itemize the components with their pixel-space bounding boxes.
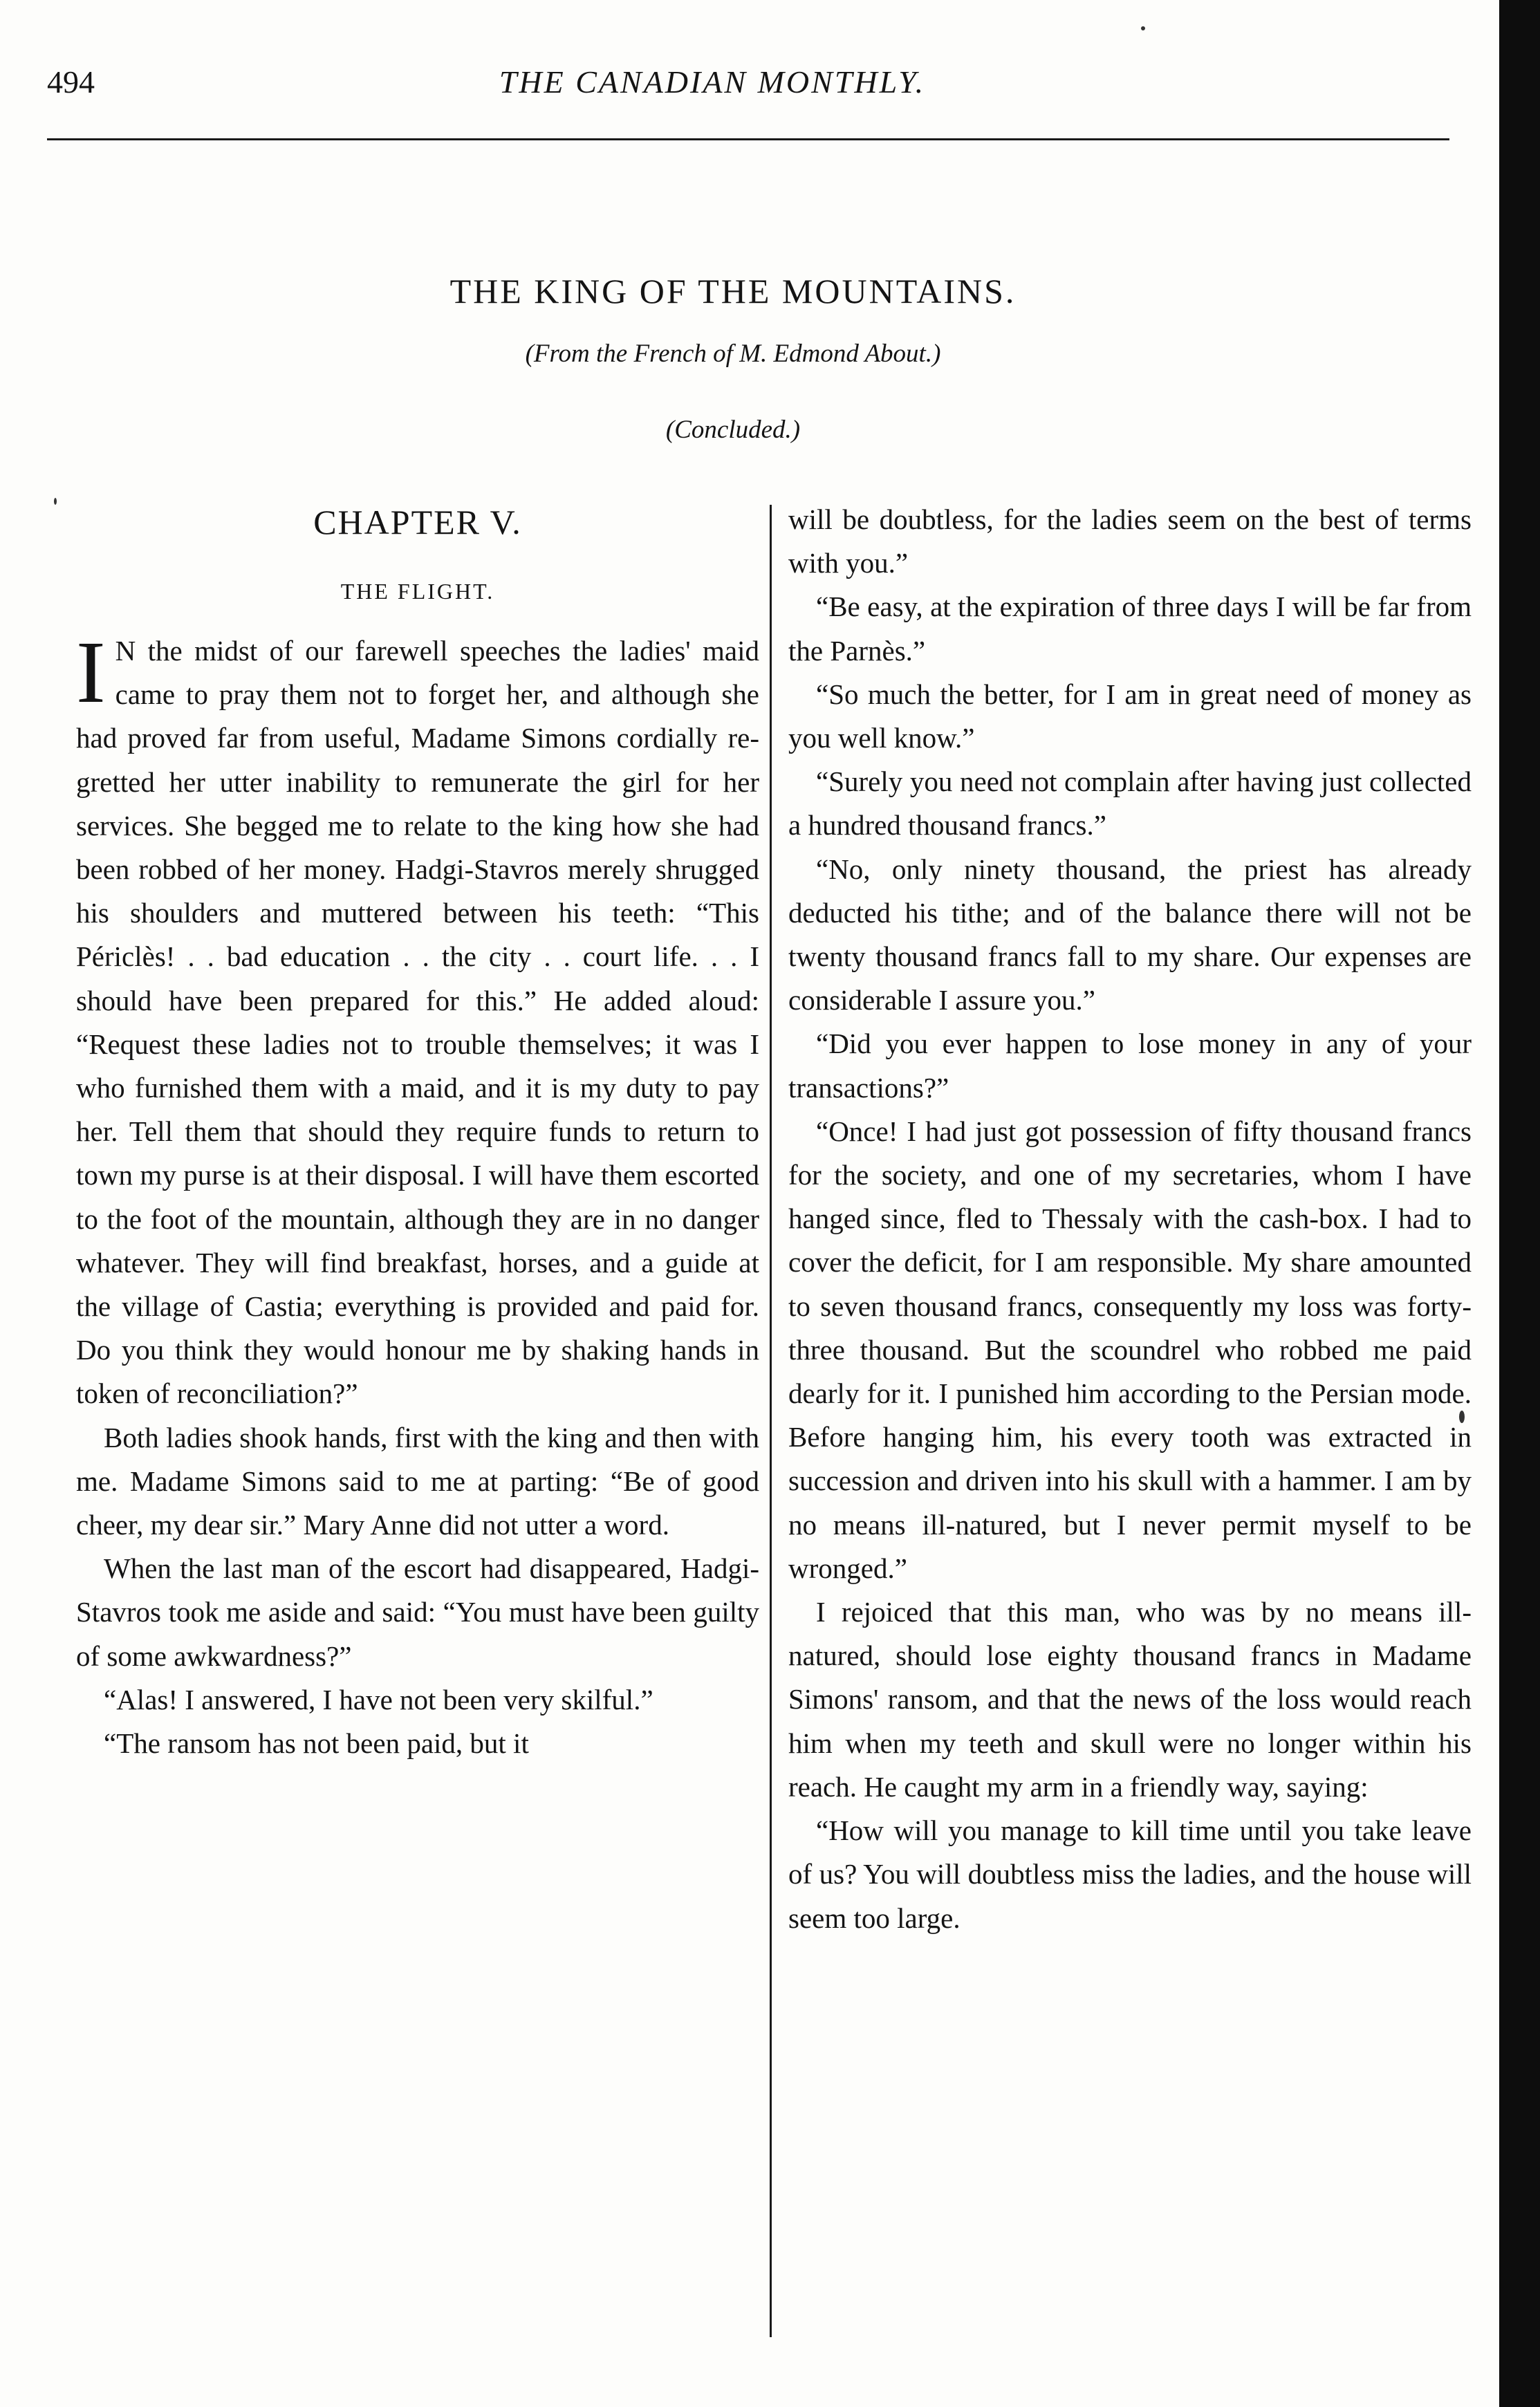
paragraph: “The ransom has not been paid, but it [104, 1727, 529, 1760]
drop-cap: I [76, 623, 106, 721]
paragraph: “Once! I had just got possession of fifty thousand francs for the society, and one of my secretaries, whom I have hanged since, fled to Thessaly with the cash-box. I had to cover the deficit, for I am responsible. My share amounted to seven thousand francs, consequently my loss was forty-three thousand. But the scoundrel who robbed me paid dearly for it. I punished him according to the Persian mode. Before hanging him, his every tooth was extracted in succession and driven into his skull with a hammer. I am by no means ill-natured, but I never permit myself to be wronged.” [788, 1115, 1472, 1584]
page-edge-shadow [1499, 0, 1540, 2407]
paragraph: “Did you ever happen to lose money in any of your transactions?” [788, 1028, 1472, 1104]
article-title: THE KING OF THE MOUNTAINS. [449, 272, 1017, 310]
paragraph: “Surely you need not complain after having just collected a hundred thousand francs.” [788, 765, 1472, 842]
print-speck [1141, 26, 1145, 30]
paragraph [76, 623, 759, 1416]
paragraph: “How will you manage to kill time until you take leave of us? You will doubtless miss the ladies, and the house will seem too large. [788, 1814, 1472, 1934]
paragraph: Both ladies shook hands, first with the king and then with me. Madame Simons said to me at parting: “Be of good cheer, my dear sir.” Mary Anne did not utter a word. [76, 1421, 759, 1541]
paragraph: “So much the better, for I am in great need of money as you well know.” [788, 678, 1472, 754]
chapter-heading: CHAPTER V. [313, 503, 522, 541]
running-head: THE CANADIAN MONTHLY. [499, 64, 926, 100]
article-note: (Concluded.) [665, 416, 801, 444]
column-divider [770, 505, 772, 2337]
paragraph: “Alas! I answered, I have not been very skilful.” [104, 1683, 653, 1716]
paragraph: “No, only ninety thousand, the priest has already deducted his tithe; and of the balance there will not be twenty thousand francs fall to my share. Our expenses are considerable I assure you.” [788, 853, 1472, 1016]
paragraph: will be doubtless, for the ladies seem on the best of terms with you.” [788, 503, 1472, 579]
paragraph-text: N the midst of our farewell speeches the ladies' maid came to pray them not to forget her, and although she had proved far from useful, Madame Simons cordially regretted her utter inability to remunerate the girl for her services. She begged me to relate to the king how she had been robbed of her money. Hadgi-Stavros merely shrugged his shoulders and muttered between his teeth: “This Périclès! . . bad education . . the city . . court life. . . I should have been prepared for this.” He added aloud: “Request these ladies not to trouble themselves; it was I who furnished them with a maid, and it is my duty to pay her. Tell them that should they require funds to return to town my purse is at their disposal. I will have them escorted to the foot of the mountain, although they are in no danger whatever. They will find breakfast, horses, and a guide at the village of Castia; everything is provided and paid for. Do you think they would honour me by shaking hands in token of reconciliation?” [76, 635, 759, 1410]
print-speck [54, 498, 57, 505]
article-subtitle: (From the French of M. Edmond About.) [525, 340, 941, 368]
paragraph: “Be easy, at the expiration of three days I will be far from the Parnès.” [788, 591, 1472, 667]
chapter-subheading: THE FLIGHT. [340, 579, 495, 604]
header-rule [47, 138, 1449, 140]
paragraph: When the last man of the escort had disappeared, Hadgi-Stavros took me aside and said: “You must have been guilty of some awkwardness?” [76, 1552, 759, 1672]
left-column [76, 498, 759, 1765]
right-column [788, 498, 1472, 1940]
paragraph: I rejoiced that this man, who was by no means ill-natured, should lose eighty thousand francs in Madame Simons' ransom, and that the news of the loss would reach him when my teeth and skull were no longer within his reach. He caught my arm in a friendly way, saying: [788, 1596, 1472, 1803]
page-number: 494 [47, 64, 95, 100]
